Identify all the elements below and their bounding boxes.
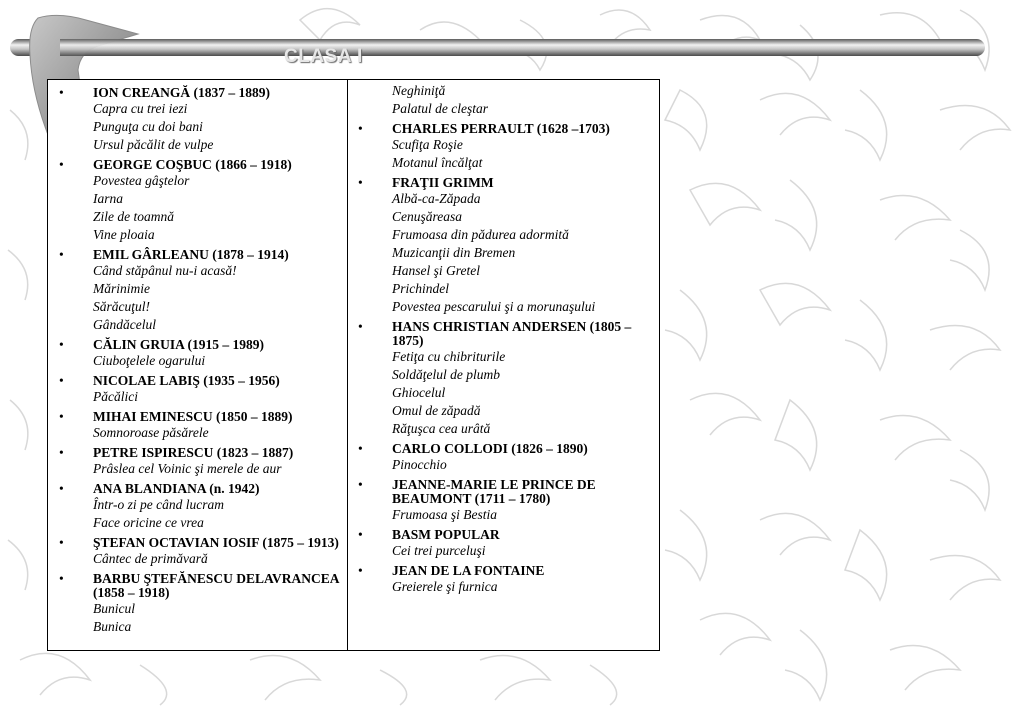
left-column [48, 80, 348, 650]
author-name: • BASM POPULAR [392, 528, 653, 542]
slide-title: CLASA I [284, 46, 363, 67]
work-title: Face oricine ce vrea [93, 515, 204, 530]
author-name: • ION CREANGĂ (1837 – 1889) [93, 86, 341, 100]
work-title: Zile de toamnă [93, 209, 174, 224]
author-name: • ŞTEFAN OCTAVIAN IOSIF (1875 – 1913) [93, 536, 341, 550]
author-name: • PETRE ISPIRESCU (1823 – 1887) [93, 446, 341, 460]
author-name: • NICOLAE LABIŞ (1935 – 1956) [93, 374, 341, 388]
work-title: Albă-ca-Zăpada [392, 191, 481, 206]
author-name: • MIHAI EMINESCU (1850 – 1889) [93, 410, 341, 424]
work-title: Într-o zi pe când lucram [93, 497, 224, 512]
work-title: Iarna [93, 191, 123, 206]
left-column-content [48, 80, 347, 636]
work-title: Povestea pescarului şi a morunaşului [392, 299, 596, 314]
work-title: Cenuşăreasa [392, 209, 462, 224]
work-title: Pinocchio [392, 457, 447, 472]
right-column-content [347, 80, 659, 596]
author-name: • CĂLIN GRUIA (1915 – 1989) [93, 338, 341, 352]
work-title: Frumoasa şi Bestia [392, 507, 498, 522]
work-title: Bunicul [93, 601, 135, 616]
work-title: Mărinimie [93, 281, 150, 296]
work-title: Răţuşca cea urâtă [392, 421, 491, 436]
work-title: Greierele şi furnica [392, 579, 498, 594]
author-name: • FRAŢII GRIMM [392, 176, 653, 190]
work-title: Ursul păcălit de vulpe [93, 137, 214, 152]
work-title: Punguţa cu doi bani [93, 119, 203, 134]
header-bar [10, 39, 985, 56]
work-title: Prâslea cel Voinic şi merele de aur [93, 461, 282, 476]
author-name: • CHARLES PERRAULT (1628 –1703) [392, 122, 653, 136]
work-title: Palatul de cleştar [392, 101, 488, 116]
work-title: Cei trei purceluşi [392, 543, 486, 558]
authors-table [47, 79, 660, 651]
work-title: Scufiţa Roşie [392, 137, 463, 152]
author-name: • BARBU ŞTEFĂNESCU DELAVRANCEA (1858 – 1918) [93, 572, 341, 600]
header-bar-overlap [60, 39, 140, 56]
work-title: Motanul încălţat [392, 155, 483, 170]
right-column [347, 80, 659, 650]
work-title: Hansel şi Gretel [392, 263, 480, 278]
author-name: • GEORGE COŞBUC (1866 – 1918) [93, 158, 341, 172]
work-title: Neghiniţă [392, 83, 446, 98]
work-title: Bunica [93, 619, 132, 634]
work-title: Somnoroase păsărele [93, 425, 209, 440]
author-name: • JEANNE-MARIE LE PRINCE DE BEAUMONT (1711 – 1780) [392, 478, 653, 506]
author-name: • EMIL GÂRLEANU (1878 – 1914) [93, 248, 341, 262]
work-title: Soldăţelul de plumb [392, 367, 500, 382]
author-name: • ANA BLANDIANA (n. 1942) [93, 482, 341, 496]
work-title: Povestea gâştelor [93, 173, 190, 188]
work-title: Ghiocelul [392, 385, 446, 400]
author-name: • JEAN DE LA FONTAINE [392, 564, 653, 578]
work-title: Frumoasa din pădurea adormită [392, 227, 569, 242]
work-title: Omul de zăpadă [392, 403, 481, 418]
work-title: Sărăcuţul! [93, 299, 150, 314]
work-title: Când stăpânul nu-i acasă! [93, 263, 237, 278]
work-title: Muzicanţii din Bremen [392, 245, 516, 260]
work-title: Prichindel [392, 281, 449, 296]
work-title: Fetiţa cu chibriturile [392, 349, 506, 364]
work-title: Capra cu trei iezi [93, 101, 188, 116]
work-title: Cântec de primăvară [93, 551, 208, 566]
work-title: Păcălici [93, 389, 138, 404]
author-name: • CARLO COLLODI (1826 – 1890) [392, 442, 653, 456]
author-name: • HANS CHRISTIAN ANDERSEN (1805 – 1875) [392, 320, 653, 348]
work-title: Gândăcelul [93, 317, 156, 332]
work-title: Vine ploaia [93, 227, 155, 242]
work-title: Ciuboţelele ogarului [93, 353, 206, 368]
